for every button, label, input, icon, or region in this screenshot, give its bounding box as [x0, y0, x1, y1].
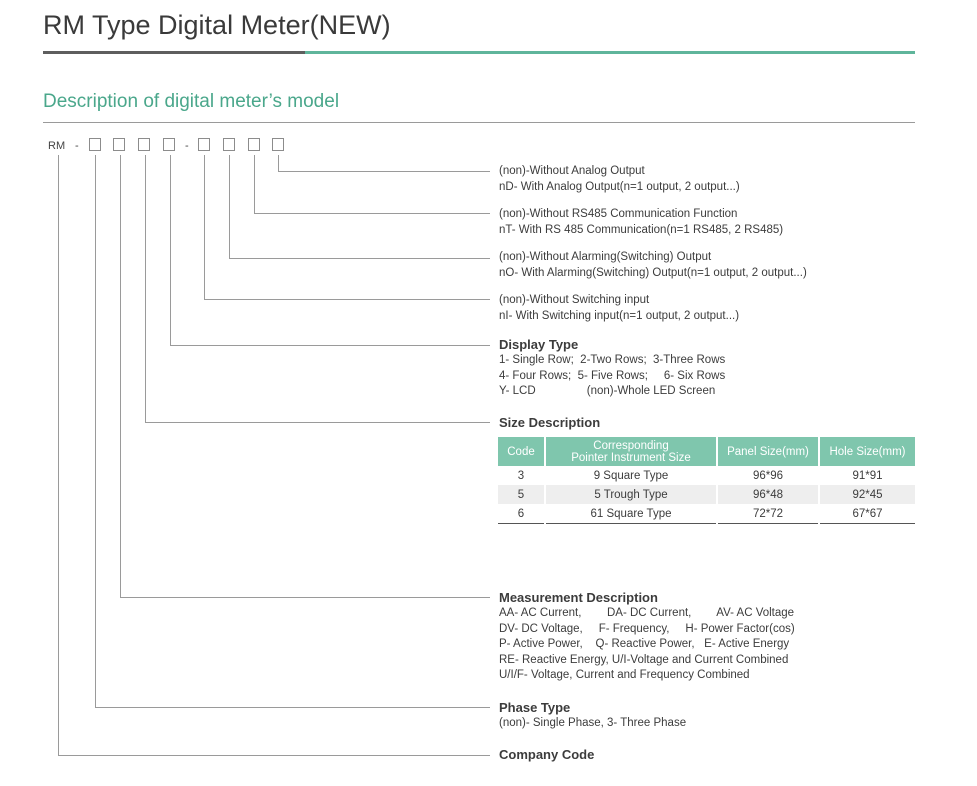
cell-panel-size: 72*72 [717, 504, 819, 524]
header-hole-size: Hole Size(mm) [819, 437, 915, 466]
switching-input-description [499, 293, 739, 324]
leader-size [146, 155, 491, 423]
header-corresponding-line-2: Pointer Instrument Size [571, 451, 691, 464]
phase-type-heading: Phase Type [499, 700, 571, 715]
cell-code: 5 [498, 485, 545, 504]
model-dash: - [185, 140, 189, 152]
company-code-description [499, 746, 594, 763]
measurement-line-4: RE- Reactive Energy, U/I-Voltage and Current Combined [499, 653, 789, 666]
communication-line-1: (non)-Without RS485 Communication Function [499, 208, 738, 220]
leader-switching-input [205, 155, 491, 300]
display-type-line-1: 1- Single Row; 2-Two Rows; 3-Three Rows [499, 354, 726, 366]
cell-hole-size: 67*67 [819, 504, 915, 524]
switching-input-line-2: nI- With Switching input(n=1 output, 2 output...) [499, 309, 740, 322]
phase-type-line-1: (non)- Single Phase, 3- Three Phase [499, 717, 687, 729]
analog-output-line-1: (non)-Without Analog Output [499, 165, 645, 177]
model-prefix: RM [48, 140, 66, 152]
size-description [499, 414, 600, 431]
cell-hole-size: 91*91 [852, 469, 883, 482]
leader-analog-output [279, 155, 491, 172]
alarming-line-1: (non)-Without Alarming(Switching) Output [499, 251, 712, 263]
measurement-line-2: DV- DC Voltage, F- Frequency, H- Power Factor(cos) [499, 622, 795, 635]
phase-type-description [499, 699, 686, 732]
size-table [498, 437, 915, 524]
measurement-heading: Measurement Description [499, 590, 658, 605]
header-panel-size: Panel Size(mm) [717, 437, 819, 466]
table-row [498, 504, 915, 524]
cell-pointer-size: 9 Square Type [545, 466, 717, 485]
cell-hole-size: 92*45 [819, 485, 915, 504]
header-corresponding-line-1: Corresponding [593, 439, 669, 452]
leader-communication [255, 155, 491, 214]
table-row [498, 466, 915, 485]
cell-pointer-size: 5 Trough Type [545, 485, 717, 504]
measurement-line-3: P- Active Power, Q- Reactive Power, E- Active Energy [499, 638, 790, 650]
display-type-description [499, 336, 725, 400]
cell-panel-size: 96*48 [717, 485, 819, 504]
display-type-line-2: 4- Four Rows; 5- Five Rows; 6- Six Rows [499, 369, 726, 382]
leader-phase-type [96, 155, 491, 708]
alarming-description [499, 250, 807, 281]
leader-measurement [121, 155, 491, 598]
measurement-line-5: U/I/F- Voltage, Current and Frequency Combined [499, 669, 750, 681]
header-code: Code [498, 437, 545, 466]
analog-output-description [499, 164, 740, 195]
company-code-heading: Company Code [499, 747, 595, 762]
cell-pointer-size: 61 Square Type [545, 504, 717, 524]
display-type-heading: Display Type [499, 337, 579, 352]
header-corresponding [545, 437, 717, 466]
cell-panel-size: 96*96 [717, 466, 819, 485]
alarming-line-2: nO- With Alarming(Switching) Output(n=1 output, 2 output...) [499, 266, 807, 279]
measurement-description [499, 589, 795, 684]
cell-code: 3 [498, 466, 545, 485]
size-table-header-row [498, 437, 915, 466]
communication-line-2: nT- With RS 485 Communication(n=1 RS485, 2 RS485) [499, 223, 784, 236]
cell-code: 6 [498, 504, 545, 524]
size-description-heading: Size Description [499, 415, 601, 430]
leader-company-code [59, 155, 491, 756]
table-row [498, 485, 915, 504]
model-dash: - [75, 140, 79, 152]
leader-display [171, 155, 491, 346]
section-title: Description of digital meter’s model [43, 91, 340, 112]
switching-input-line-1: (non)-Without Switching input [499, 294, 650, 306]
measurement-line-1: AA- AC Current, DA- DC Current, AV- AC Voltage [499, 607, 795, 619]
communication-description [499, 207, 783, 238]
display-type-line-3: Y- LCD (non)-Whole LED Screen [499, 385, 716, 397]
analog-output-line-2: nD- With Analog Output(n=1 output, 2 output...) [499, 180, 740, 193]
leader-alarming [230, 155, 491, 259]
page-title: RM Type Digital Meter(NEW) [43, 10, 391, 40]
